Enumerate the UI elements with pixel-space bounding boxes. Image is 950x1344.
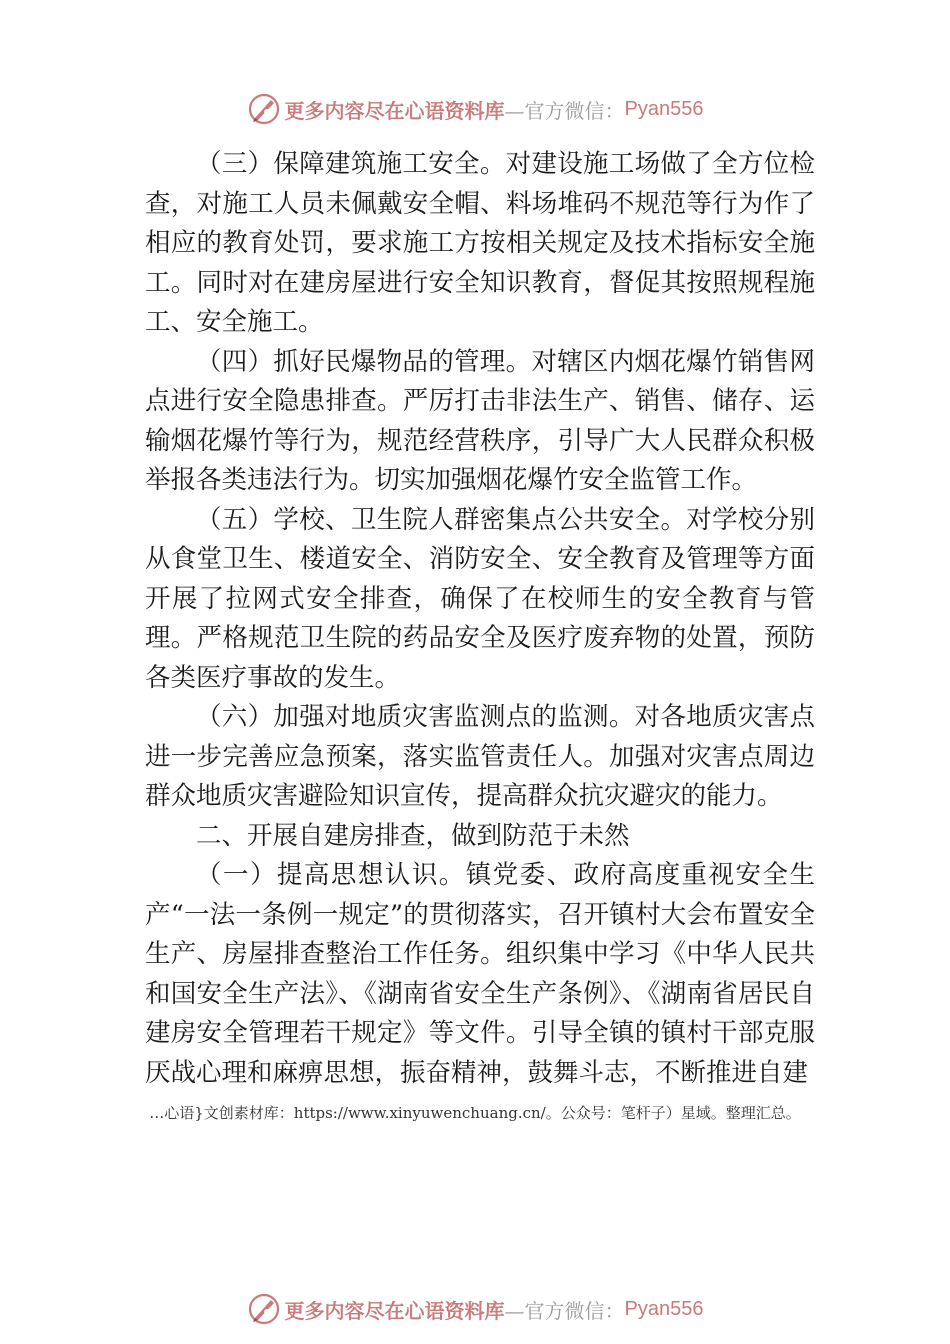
paragraph-section-4: （四）抓好民爆物品的管理。对辖区内烟花爆竹销售网点进行安全隐患排查。严厉打击非法生产、销售、储存、运输烟花爆竹等行为，规范经营秩序，引导广大人民群众积极举报各类违法行为。切实加强烟花爆竹安全监管工作。 [145,346,815,495]
watermark-main-text: 更多内容尽在心语资料库 [284,98,505,123]
pen-logo-icon [247,1292,281,1326]
source-note: …心语}文创素材库：https://www.xinyuwenchuang.cn/。公众号：笔杆子）星域。整理汇总。 [149,1104,801,1122]
watermark-footer [0,1289,950,1329]
watermark-header [0,89,950,129]
paragraph-section-6: （六）加强对地质灾害监测点的监测。对各地质灾害点进一步完善应急预案，落实监管责任人。加强对灾害点周边群众地质灾害避险知识宣传，提高群众抗灾避灾的能力。 [145,702,815,811]
paragraph-section-5: （五）学校、卫生院人群密集点公共安全。对学校分别从食堂卫生、楼道安全、消防安全、安全教育及管理等方面开展了拉网式安全排查，确保了在校师生的安全教育与管理。严格规范卫生院的药品安全及医疗废弃物的处置，预防各类医疗事故的发生。 [145,504,815,693]
watermark-main-text: 更多内容尽在心语资料库 [284,1298,505,1323]
pen-logo-icon [247,92,281,126]
paragraph-subsection-1: （一）提高思想认识。镇党委、政府高度重视安全生产“一法一条例一规定”的贯彻落实，召开镇村大会布置安全生产、房屋排查整治工作任务。组织集中学习《中华人民共和国安全生产法》、《湖南省安全生产条例》、《湖南省居民自建房安全管理若干规定》等文件。引导全镇的镇村干部克服厌战心理和麻痹思想，振奋精神，鼓舞斗志，不断推进自建 [145,860,815,1088]
watermark-label: —官方微信： [504,1298,625,1323]
watermark-wechat-id: Pyan556 [624,97,704,120]
paragraph-section-3: （三）保障建筑施工安全。对建设施工场做了全方位检查，对施工人员未佩戴安全帽、料场堆码不规范等行为作了相应的教育处罚，要求施工方按相关规定及技术指标安全施工。同时对在建房屋进行安全知识教育，督促其按照规程施工、安全施工。 [145,149,815,337]
watermark-wechat-id: Pyan556 [624,1297,704,1320]
section-heading-2: 二、开展自建房排查，做到防范于未然 [196,820,630,851]
watermark-label: —官方微信： [504,98,625,123]
document-body [145,145,815,1093]
